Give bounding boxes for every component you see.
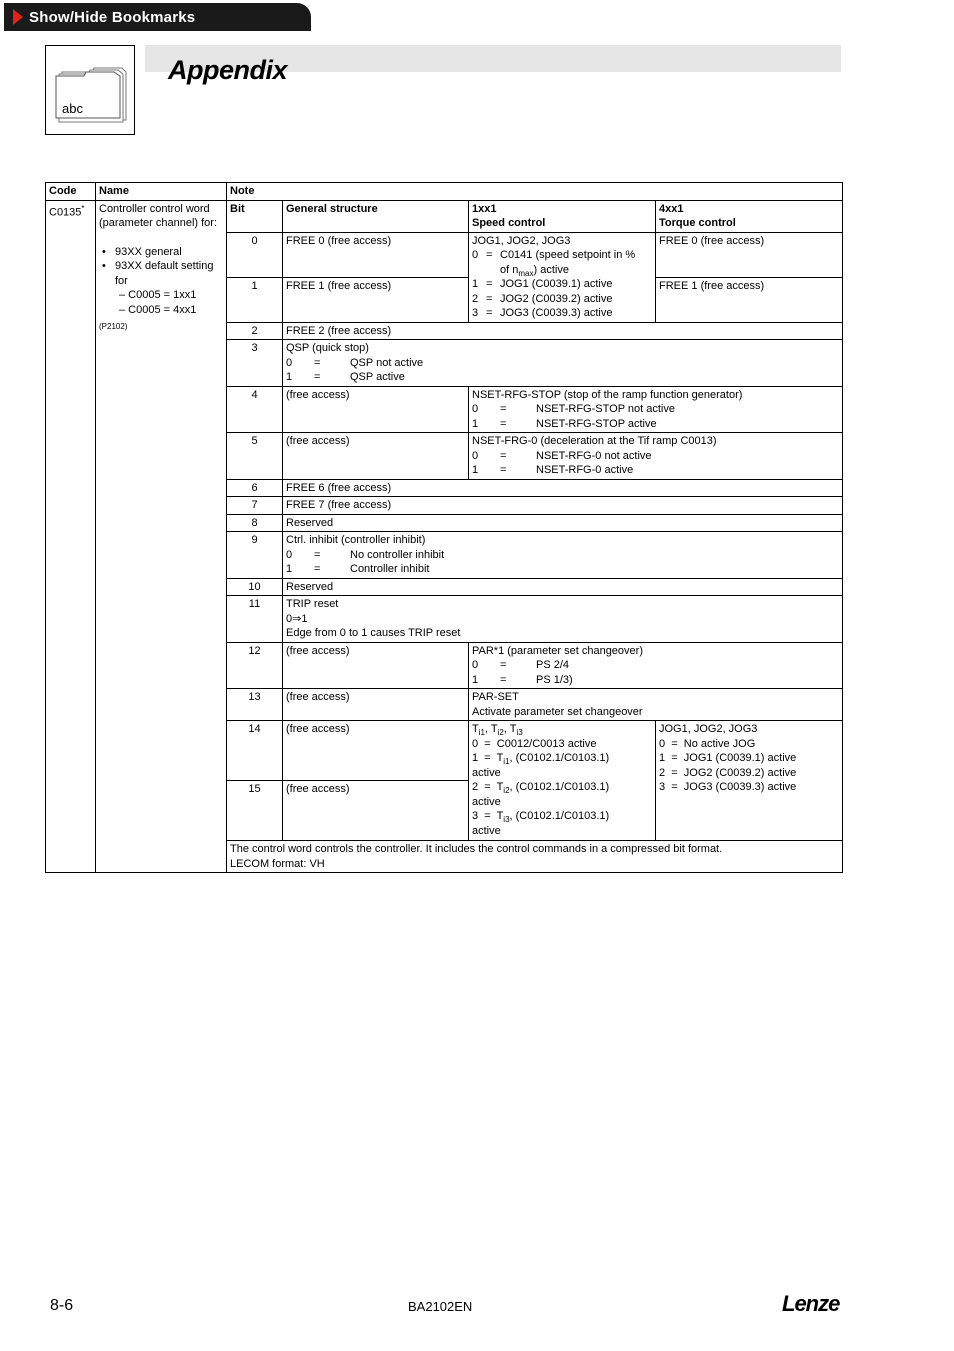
code-table: [45, 182, 843, 873]
bit-row-2: 2 FREE 2 (free access): [46, 322, 843, 340]
bit-row-8: 8 Reserved: [46, 514, 843, 532]
header-code: Code: [46, 183, 96, 201]
document-id: BA2102EN: [408, 1299, 473, 1314]
name-bullet-default: • 93XX default setting for: [99, 259, 223, 288]
subheader-speed: 1xx1 Speed control: [469, 200, 656, 232]
show-hide-bookmarks-button[interactable]: [4, 3, 311, 31]
ti-speed-cell: $T_{i1}$, $T_{i2}$, $T_{i3}$ 0 = C0012/C0013 active $1 = T_{i1}$, (C0102.1/C0103.1) active $2 = T_{i2}$, (C0102.1/C0103.1) active $3 = T_{i3}$, (C0102.1/C0103.1) active: [469, 721, 656, 841]
code-cell: C0135*: [46, 200, 96, 873]
name-cell: Controller control word (parameter channel) for: • 93XX general • 93XX default setting for – C0005 = 1xx1 – C0005 = 4xx1 (P2102): [96, 200, 227, 873]
header-note: Note: [227, 183, 843, 201]
bookmarks-label: Show/Hide Bookmarks: [29, 8, 196, 26]
bit-row-13: 13 (free access) PAR-SET Activate parameter set changeover: [46, 689, 843, 721]
bit-row-1: 1 FREE 1 (free access) FREE 1 (free access): [46, 277, 843, 322]
bit-row-0: 0 FREE 0 (free access) JOG1, JOG2, JOG3 0 = C0141 (speed setpoint in % of $n_{max}$) active 1 = JOG1 (C0039.1) active 2 = JOG2 (C0039.2) active 3 = JOG3 (C0039.3) active FREE 0 (free access): [46, 232, 843, 277]
red-triangle-icon: [13, 9, 23, 25]
bit-row-9: 9 Ctrl. inhibit (controller inhibit) 0 = No controller inhibit 1 = Controller inhibit: [46, 532, 843, 579]
page-number: 8-6: [50, 1297, 74, 1314]
header-name: Name: [96, 183, 227, 201]
param-ref: (P2102): [99, 322, 128, 331]
bit-row-5: 5 (free access) NSET-FRG-0 (deceleration at the Tif ramp C0013) 0 = NSET-RFG-0 not active 1 = NSET-RFG-0 active: [46, 433, 843, 480]
bit-row-14: 14 (free access) $T_{i1}$, $T_{i2}$, $T_{i3}$ 0 = C0012/C0013 active $1 = T_{i1}$, (C0102.1/C0103.1) active $2 = T_{i2}$, (C0102.1/C0103.1) active $3 = T_{i3}$, (C0102.1/C0103.1) active JOG1, JOG2, JOG3 0 = No active JOG 1 = JOG1 (C0039.1) active 2 = JOG2 (C0039.2) active 3 = JOG3 (C0039.3) active: [46, 721, 843, 781]
chapter-icon-label: abc: [62, 101, 83, 116]
header-row: [46, 183, 843, 201]
jog-speed-cell: JOG1, JOG2, JOG3 0 = C0141 (speed setpoint in % of $n_{max}$) active 1 = JOG1 (C0039.1) active 2 = JOG2 (C0039.2) active 3 = JOG3 (C0039.3) active: [469, 232, 656, 322]
note-header-row: [46, 200, 843, 232]
name-bullet-general: • 93XX general: [99, 245, 223, 260]
bit-row-11: 11 TRIP reset 0⇒1 Edge from 0 to 1 causes TRIP reset: [46, 596, 843, 643]
subheader-bit: Bit: [227, 200, 283, 232]
bit-row-6: 6 FREE 6 (free access): [46, 479, 843, 497]
subheader-torque: 4xx1 Torque control: [656, 200, 843, 232]
summary-row: The control word controls the controller. It includes the control commands in a compressed bit format. LECOM format: VH: [46, 841, 843, 873]
jog-torque-cell: JOG1, JOG2, JOG3 0 = No active JOG 1 = JOG1 (C0039.1) active 2 = JOG2 (C0039.2) active 3 = JOG3 (C0039.3) active: [656, 721, 843, 841]
page-title: Appendix: [168, 55, 288, 85]
bit-row-12: 12 (free access) PAR*1 (parameter set changeover) 0 = PS 2/4 1 = PS 1/3): [46, 642, 843, 689]
lenze-logo: Lenze: [782, 1291, 840, 1316]
folder-stack-icon: [46, 46, 134, 134]
subheader-general: General structure: [283, 200, 469, 232]
chapter-icon-box: [45, 45, 135, 135]
bit-row-3: 3 QSP (quick stop) 0 = QSP not active 1 = QSP active: [46, 340, 843, 387]
bit-row-15: 15 (free access): [46, 781, 843, 841]
bit-row-10: 10 Reserved: [46, 578, 843, 596]
bit-row-7: 7 FREE 7 (free access): [46, 497, 843, 515]
bit-row-4: 4 (free access) NSET-RFG-STOP (stop of the ramp function generator) 0 = NSET-RFG-STOP not active 1 = NSET-RFG-STOP active: [46, 386, 843, 433]
